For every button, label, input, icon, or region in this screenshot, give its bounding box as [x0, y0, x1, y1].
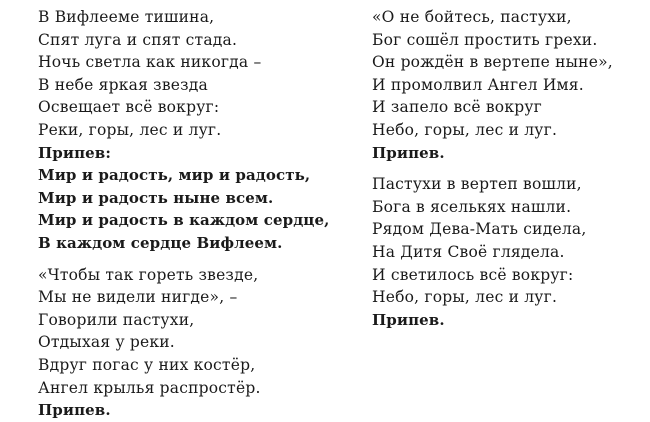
verse-line: Спят луга и спят стада.: [38, 30, 238, 49]
verse-line: Небо, горы, лес и луг.: [372, 120, 558, 139]
verse-line: Реки, горы, лес и луг.: [38, 120, 222, 139]
verse-line: И светилось всё вокруг:: [372, 265, 574, 284]
verse-line: Пастухи в вертеп вошли,: [372, 175, 582, 194]
chorus-line: В каждом сердце Вифлеем.: [38, 233, 283, 252]
verse-line: Вдруг погас у них костёр,: [38, 355, 256, 374]
chorus-label: Припев:: [38, 143, 111, 162]
verse-line: «О не бойтесь, пастухи,: [372, 8, 572, 26]
stanza-gap: [38, 255, 338, 264]
verse-line: Рядом Дева-Мать сидела,: [372, 220, 587, 239]
verse-1: [38, 6, 338, 142]
verse-4: [372, 173, 642, 309]
chorus: [38, 164, 338, 254]
refrain-marker: Припев.: [372, 310, 445, 329]
left-column: [38, 6, 338, 422]
refrain-marker: Припев.: [372, 143, 445, 162]
verse-line: Он рождён в вертепе ныне»,: [372, 53, 613, 72]
verse-line: И запело всё вокруг: [372, 98, 542, 117]
chorus-line: Мир и радость в каждом сердце,: [38, 211, 330, 230]
verse-2: [38, 264, 338, 400]
verse-line: Освещает всё вокруг:: [38, 98, 220, 117]
verse-line: В Вифлееме тишина,: [38, 8, 215, 26]
verse-3: [372, 6, 642, 142]
verse-line: В небе яркая звезда: [38, 75, 208, 94]
chorus-line: Мир и радость, мир и радость,: [38, 166, 311, 185]
refrain-marker: Припев.: [38, 401, 111, 420]
verse-line: «Чтобы так гореть звезде,: [38, 265, 259, 284]
verse-line: Отдыхая у реки.: [38, 333, 175, 352]
verse-line: Ангел крылья распростёр.: [38, 378, 261, 397]
verse-line: На Дитя Своё глядела.: [372, 242, 565, 261]
verse-line: Говорили пастухи,: [38, 310, 195, 329]
chorus-line: Мир и радость ныне всем.: [38, 188, 274, 207]
verse-line: Бог сошёл простить грехи.: [372, 30, 598, 49]
verse-line: Мы не видели нигде», –: [38, 288, 238, 307]
verse-line: Бога в яселькях нашли.: [372, 197, 572, 216]
verse-line: И промолвил Ангел Имя.: [372, 75, 584, 94]
right-column: [372, 6, 642, 331]
verse-line: Небо, горы, лес и луг.: [372, 288, 558, 307]
stanza-gap: [372, 164, 642, 173]
verse-line: Ночь светла как никогда –: [38, 53, 262, 72]
